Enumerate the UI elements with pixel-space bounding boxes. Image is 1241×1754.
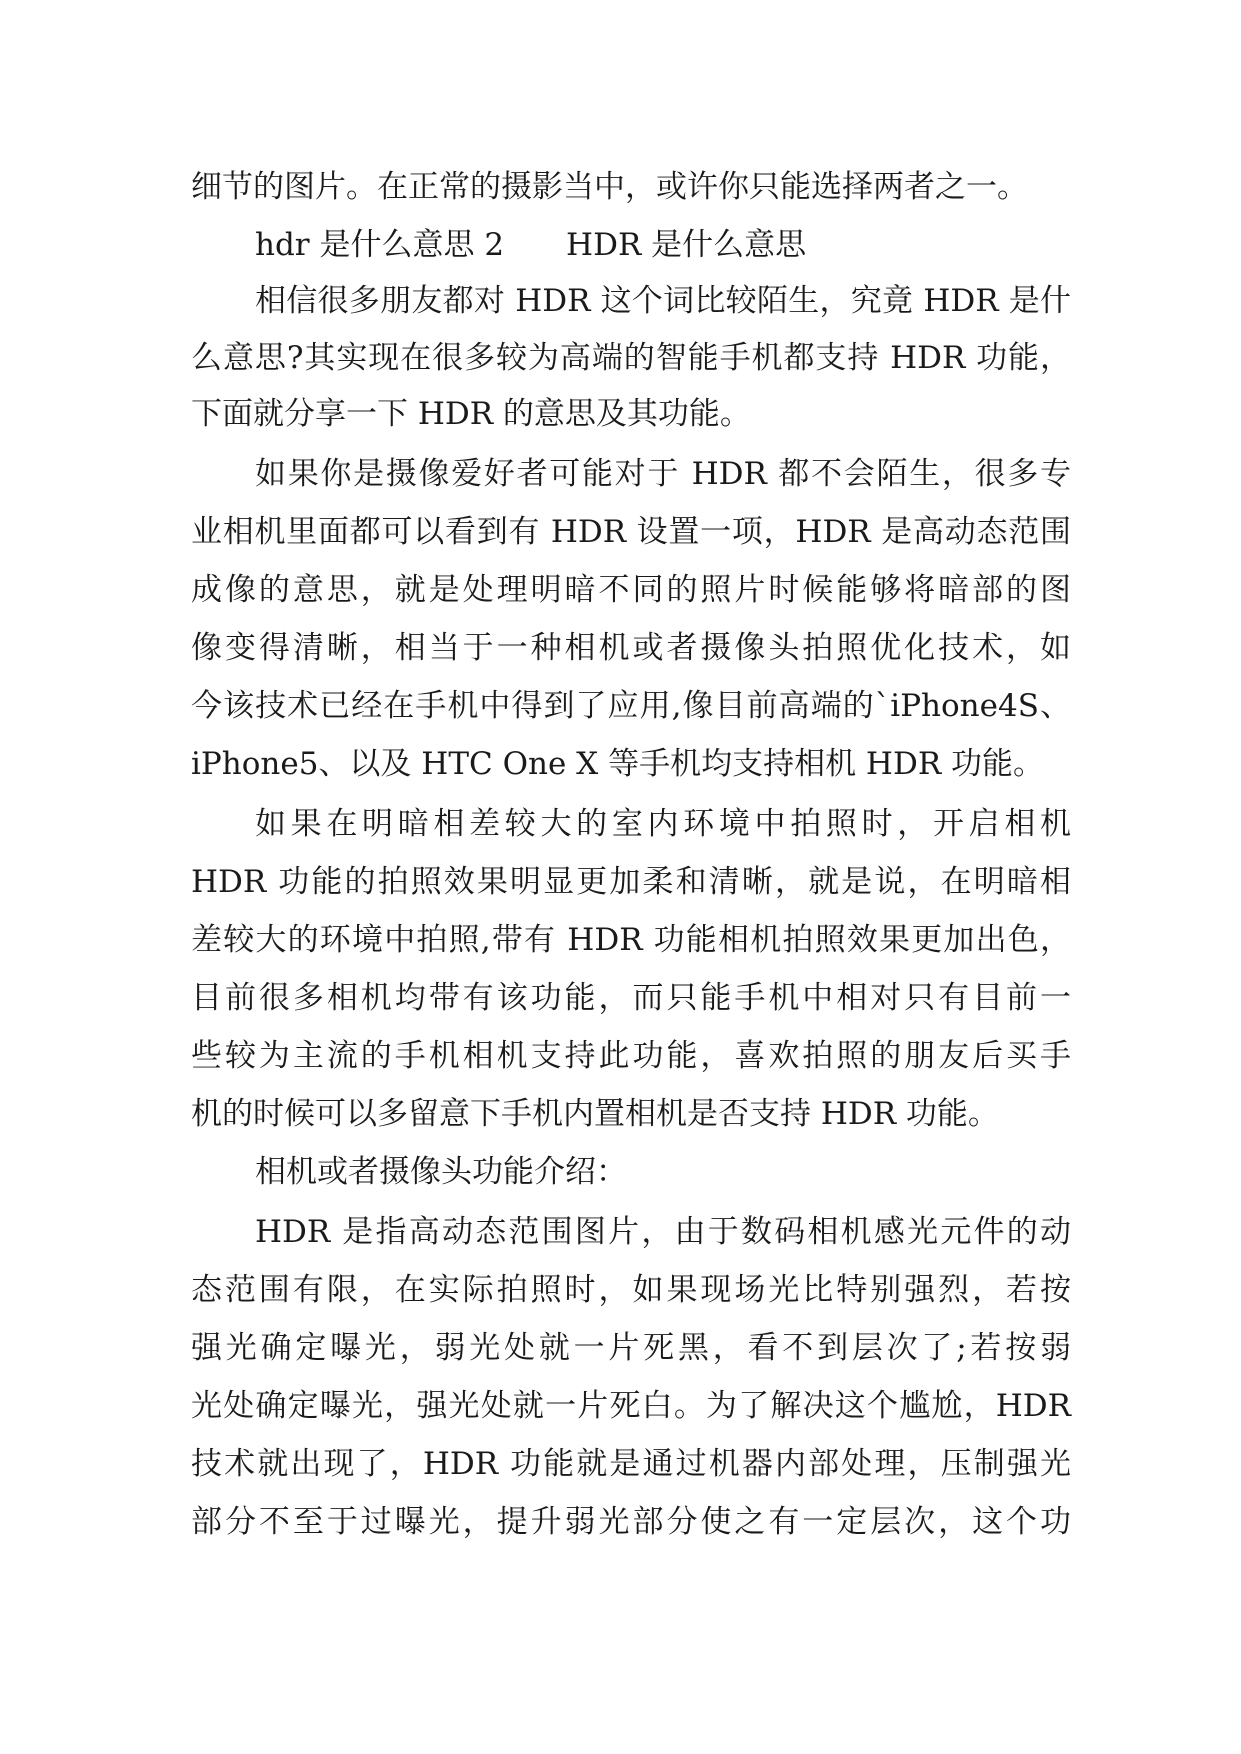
text-line-4: 么意思?其实现在很多较为高端的智能手机都支持 HDR 功能，: [191, 340, 1071, 376]
text-line-1: 细节的图片。在正常的摄影当中，或许你只能选择两者之一。: [191, 169, 1028, 205]
text-line-6: 如果你是摄像爱好者可能对于 HDR 都不会陌生，很多专: [255, 456, 1071, 492]
text-line-17: 机的时候可以多留意下手机内置相机是否支持 HDR 功能。: [191, 1096, 999, 1132]
text-line-9: 像变得清晰，相当于一种相机或者摄像头拍照优化技术，如: [191, 630, 1071, 666]
text-line-15: 目前很多相机均带有该功能，而只能手机中相对只有目前一: [191, 980, 1071, 1016]
text-line-8: 成像的意思，就是处理明暗不同的照片时候能够将暗部的图: [191, 572, 1071, 608]
text-line-18: 相机或者摄像头功能介绍：: [255, 1154, 627, 1190]
text-line-5: 下面就分享一下 HDR 的意思及其功能。: [191, 396, 751, 432]
text-line-23: 技术就出现了，HDR 功能就是通过机器内部处理，压制强光: [191, 1446, 1071, 1482]
text-line-11: iPhone5、以及 HTC One X 等手机均支持相机 HDR 功能。: [191, 746, 1045, 782]
text-line-19: HDR 是指高动态范围图片，由于数码相机感光元件的动: [255, 1214, 1071, 1250]
text-line-22: 光处确定曝光，强光处就一片死白。为了解决这个尴尬，HDR: [191, 1388, 1071, 1424]
text-line-20: 态范围有限，在实际拍照时，如果现场光比特别强烈，若按: [191, 1272, 1071, 1308]
text-line-14: 差较大的环境中拍照,带有 HDR 功能相机拍照效果更加出色，: [191, 922, 1071, 958]
text-line-16: 些较为主流的手机相机支持此功能，喜欢拍照的朋友后买手: [191, 1038, 1071, 1074]
text-line-24: 部分不至于过曝光，提升弱光部分使之有一定层次，这个功: [191, 1504, 1071, 1540]
text-line-3: 相信很多朋友都对 HDR 这个词比较陌生，究竟 HDR 是什: [255, 283, 1071, 319]
text-line-10: 今该技术已经在手机中得到了应用,像目前高端的`iPhone4S、: [191, 688, 1071, 724]
text-line-21: 强光确定曝光，弱光处就一片死黑，看不到层次了;若按弱: [191, 1330, 1071, 1366]
text-line-2: hdr 是什么意思 2 HDR 是什么意思: [255, 227, 807, 263]
text-line-13: HDR 功能的拍照效果明显更加柔和清晰，就是说，在明暗相: [191, 864, 1071, 900]
text-line-12: 如果在明暗相差较大的室内环境中拍照时，开启相机: [255, 806, 1071, 842]
text-line-7: 业相机里面都可以看到有 HDR 设置一项，HDR 是高动态范围: [191, 514, 1071, 550]
